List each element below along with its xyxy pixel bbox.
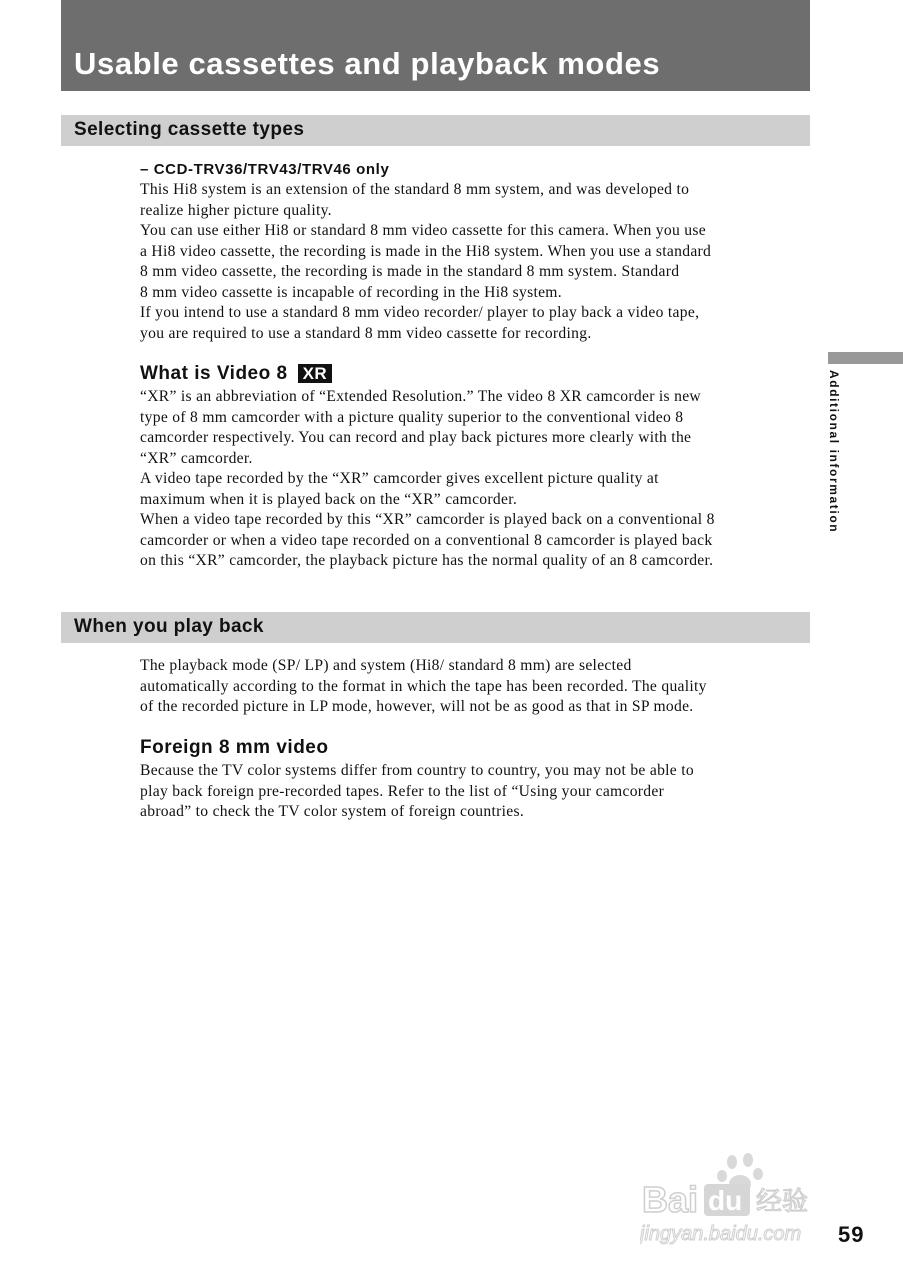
text-line: type of 8 mm camcorder with a picture quality superior to the conventional video 8: [140, 408, 684, 426]
text-line: you are required to use a standard 8 mm video cassette for recording.: [140, 324, 592, 342]
text-line: maximum when it is played back on the “XR” camcorder.: [140, 490, 518, 508]
text-line: automatically according to the format in which the tape has been recorded. The quality: [140, 677, 707, 695]
svg-text:du: du: [708, 1185, 743, 1216]
text-line: If you intend to use a standard 8 mm video recorder/ player to play back a video tape,: [140, 304, 700, 321]
baidu-watermark-logo: [640, 1148, 840, 1248]
svg-text:jingyan.baidu.com: jingyan.baidu.com: [640, 1223, 802, 1245]
text-line: Because the TV color systems differ from country to country, you may not be able to: [140, 762, 694, 779]
subheading-video8xr: [140, 364, 332, 383]
text-line: on this “XR” camcorder, the playback picture has the normal quality of an 8 camcorder.: [140, 552, 714, 569]
text-line: A video tape recorded by the “XR” camcorder gives excellent picture quality at: [140, 470, 659, 487]
subheading-text: Foreign 8 mm video: [140, 737, 329, 758]
text-line: camcorder respectively. You can record and play back pictures more clearly with the: [140, 429, 692, 446]
svg-text:经验: 经验: [756, 1187, 809, 1217]
text-line: When a video tape recorded by this “XR” camcorder is played back on a conventional 8: [140, 511, 715, 528]
text-line: play back foreign pre-recorded tapes. Refer to the list of “Using your camcorder: [140, 782, 665, 800]
section-heading: When you play back: [74, 616, 264, 637]
title-bar: [61, 0, 810, 91]
text-line: You can use either Hi8 or standard 8 mm video cassette for this camera. When you use: [140, 222, 706, 239]
playback-paragraph: [140, 656, 810, 718]
text-line: of the recorded picture in LP mode, however, will not be as good as that in SP mode.: [140, 698, 694, 715]
section-header-cassette-types: [61, 115, 810, 146]
text-line: “XR” camcorder.: [140, 449, 253, 467]
svg-text:Bai: Bai: [642, 1179, 699, 1220]
text-line: camcorder or when a video tape recorded on a conventional 8 camcorder is played back: [140, 531, 713, 549]
text-line: The playback mode (SP/ LP) and system (Hi8/ standard 8 mm) are selected: [140, 657, 632, 674]
text-line: a Hi8 video cassette, the recording is made in the Hi8 system. When you use a standard: [140, 242, 712, 260]
side-label: Additional information: [827, 370, 841, 534]
page-title: Usable cassettes and playback modes: [74, 46, 661, 81]
text-line: “XR” is an abbreviation of “Extended Resolution.” The video 8 XR camcorder is new: [140, 388, 701, 405]
section-header-play-back: [61, 612, 810, 643]
text-line: 8 mm video cassette is incapable of recording in the Hi8 system.: [140, 283, 562, 301]
model-note: – CCD-TRV36/TRV43/TRV46 only: [140, 161, 390, 178]
subheading-text: What is Video 8: [140, 363, 288, 384]
xr-badge: XR: [298, 364, 333, 383]
text-line: 8 mm video cassette, the recording is made in the standard 8 mm system. Standard: [140, 263, 680, 280]
xr-paragraph: [140, 387, 810, 572]
text-line: This Hi8 system is an extension of the standard 8 mm system, and was developed to: [140, 181, 690, 198]
hi8-paragraph: [140, 180, 810, 344]
side-tab-marker: [828, 352, 903, 364]
text-line: abroad” to check the TV color system of foreign countries.: [140, 803, 525, 820]
section-heading: Selecting cassette types: [74, 119, 305, 140]
foreign-video-paragraph: [140, 761, 810, 823]
page-number: 59: [838, 1222, 865, 1247]
subheading-foreign-video: [140, 738, 328, 757]
text-line: realize higher picture quality.: [140, 201, 332, 219]
